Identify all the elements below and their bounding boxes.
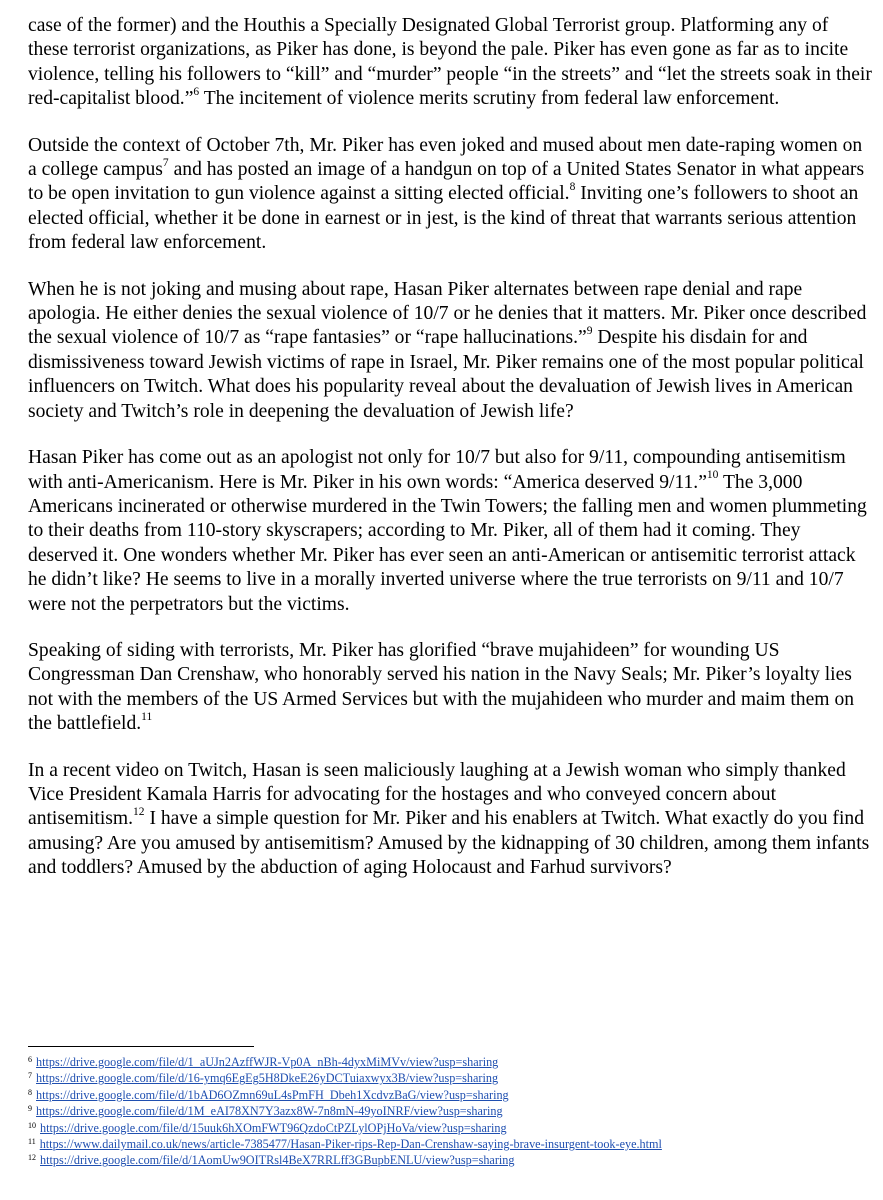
paragraph-text: case of the former) and the Houthis a Specially Designated Global Terrorist group. Platforming any of these terrorist organizations, as Piker has done, is beyond the pale. Piker has even gone as far as to incite violence, telling his followers to “kill” and “murder” people “in the streets” and “let the streets soak in their red-capitalist blood.” — [28, 15, 872, 110]
paragraph-text: Speaking of siding with terrorists, Mr. Piker has glorified “brave mujahideen” for wounding US Congressman Dan Crenshaw, who honorably served his nation in the Navy Seals; Mr. Piker’s loyalty lies not with the members of the US Armed Services but with the mujahideen who murder and maim them on the battlefield. — [28, 639, 855, 735]
paragraph-text: Inviting one’s followers to shoot an elected official, whether it be done in earnest or in jest, is the kind of threat that warrants serious attention from federal law enforcement. — [28, 183, 859, 254]
footnote-link[interactable]: https://drive.google.com/file/d/16-ymq6EgEg5H8DkeE26yDCTuiaxwyx3B/view?usp=sharing — [36, 1071, 499, 1086]
paragraph-text: In a recent video on Twitch, Hasan is seen maliciously laughing at a Jewish woman who simply thanked Vice President Kamala Harris for advocating for the hostages and who conveyed concern about antisemitism. — [28, 759, 846, 830]
paragraph-text: Despite his disdain for and dismissiveness toward Jewish victims of rape in Israel, Mr. Piker remains one of the most popular political influencers on Twitch. What does his popularity reveal about the devaluation of Jewish lives in American society and Twitch’s role in deepening the devaluation of Jewish life? — [28, 327, 864, 422]
body-text — [28, 14, 873, 903]
paragraph — [28, 278, 873, 424]
paragraph — [28, 14, 873, 112]
paragraph-text: The incitement of violence merits scrutiny from federal law enforcement. — [199, 88, 780, 110]
paragraph-text: I have a simple question for Mr. Piker and his enablers at Twitch. What exactly do you find amusing? Are you amused by antisemitism? Amused by the kidnapping of 30 children, among them infants and toddlers? Amused by the abduction of aging Holocaust and Farhud survivors? — [28, 808, 870, 879]
paragraph-text: The 3,000 Americans incinerated or otherwise murdered in the Twin Towers; the falling men and women plummeting to their deaths from 110-story skyscrapers; according to Mr. Piker, all of them had it coming. They deserved it. One wonders whether Mr. Piker has ever seen an anti-American or antisemitic terrorist attack he didn’t like? He seems to live in a morally inverted universe where the true terrorists on 9/11 and 10/7 were not the perpetrators but the victims. — [28, 471, 867, 615]
footnote — [28, 1121, 873, 1137]
paragraph-text: and has posted an image of a handgun on top of a United States Senator in what appears to be open invitation to gun violence against a sitting elected official. — [28, 159, 865, 205]
paragraph-text: Outside the context of October 7th, Mr. Piker has even joked and mused about men date-raping women on a college campus — [28, 134, 863, 181]
footnote-marker[interactable]: 6 — [193, 85, 200, 98]
footnote — [28, 1137, 873, 1153]
footnote — [28, 1055, 873, 1071]
footnote-number: 11 — [28, 1137, 36, 1147]
footnote-link[interactable]: https://drive.google.com/file/d/1bAD6OZmn69uL4sPmFH_Dbeh1XcdvzBaG/view?usp=sharing — [36, 1087, 509, 1102]
footnote-number: 9 — [28, 1104, 32, 1114]
footnotes — [28, 1055, 873, 1170]
footnote — [28, 1071, 873, 1087]
footnote-link[interactable]: https://drive.google.com/file/d/15uuk6hXOmFWT96QzdoCtPZLylOPjHoVa/view?usp=sharing — [40, 1120, 507, 1135]
footnote-marker[interactable]: 8 — [569, 180, 576, 193]
footnote-number: 7 — [28, 1071, 32, 1081]
footnote-link[interactable]: https://www.dailymail.co.uk/news/article-7385477/Hasan-Piker-rips-Rep-Dan-Crenshaw-saying-brave-insurgent-took-eye.html — [39, 1137, 662, 1152]
footnote-number: 6 — [28, 1055, 32, 1064]
footnote-marker[interactable]: 7 — [162, 156, 169, 169]
paragraph-text: When he is not joking and musing about rape, Hasan Piker alternates between rape denial and rape apologia. He either denies the sexual violence of 10/7 or he denies that it matters. Mr. Piker once described the sexual violence of 10/7 as “rape fantasies” or “rape hallucinations.” — [28, 278, 867, 349]
footnote-link[interactable]: https://drive.google.com/file/d/1M_eAI78XN7Y3azx8W-7n8mN-49yoINRF/view?usp=sharing — [36, 1104, 503, 1119]
paragraph — [28, 639, 873, 737]
footnote — [28, 1104, 873, 1120]
paragraph — [28, 446, 873, 617]
footnote-number: 8 — [28, 1087, 32, 1097]
footnote-marker[interactable]: 12 — [133, 805, 145, 818]
footnote-number: 12 — [28, 1153, 36, 1163]
footnote — [28, 1153, 873, 1169]
paragraph — [28, 759, 873, 881]
footnote-marker[interactable]: 11 — [141, 710, 153, 723]
footnote-divider — [28, 1046, 254, 1047]
footnote-marker[interactable]: 9 — [586, 324, 593, 337]
paragraph-text: Hasan Piker has come out as an apologist not only for 10/7 but also for 9/11, compounding antisemitism with anti-Americanism. Here is Mr. Piker in his own words: “America deserved 9/11.” — [28, 447, 846, 493]
footnote-number: 10 — [28, 1120, 36, 1130]
footnote-marker[interactable]: 10 — [706, 468, 719, 481]
footnote-link[interactable]: https://drive.google.com/file/d/1_aUJn2AzffWJR-Vp0A_nBh-4dyxMiMVv/view?usp=sharing — [36, 1055, 499, 1069]
footnote-link[interactable]: https://drive.google.com/file/d/1AomUw9OITRsl4BeX7RRLff3GBupbENLU/view?usp=sharing — [40, 1153, 515, 1168]
paragraph — [28, 134, 873, 256]
footnote — [28, 1088, 873, 1104]
